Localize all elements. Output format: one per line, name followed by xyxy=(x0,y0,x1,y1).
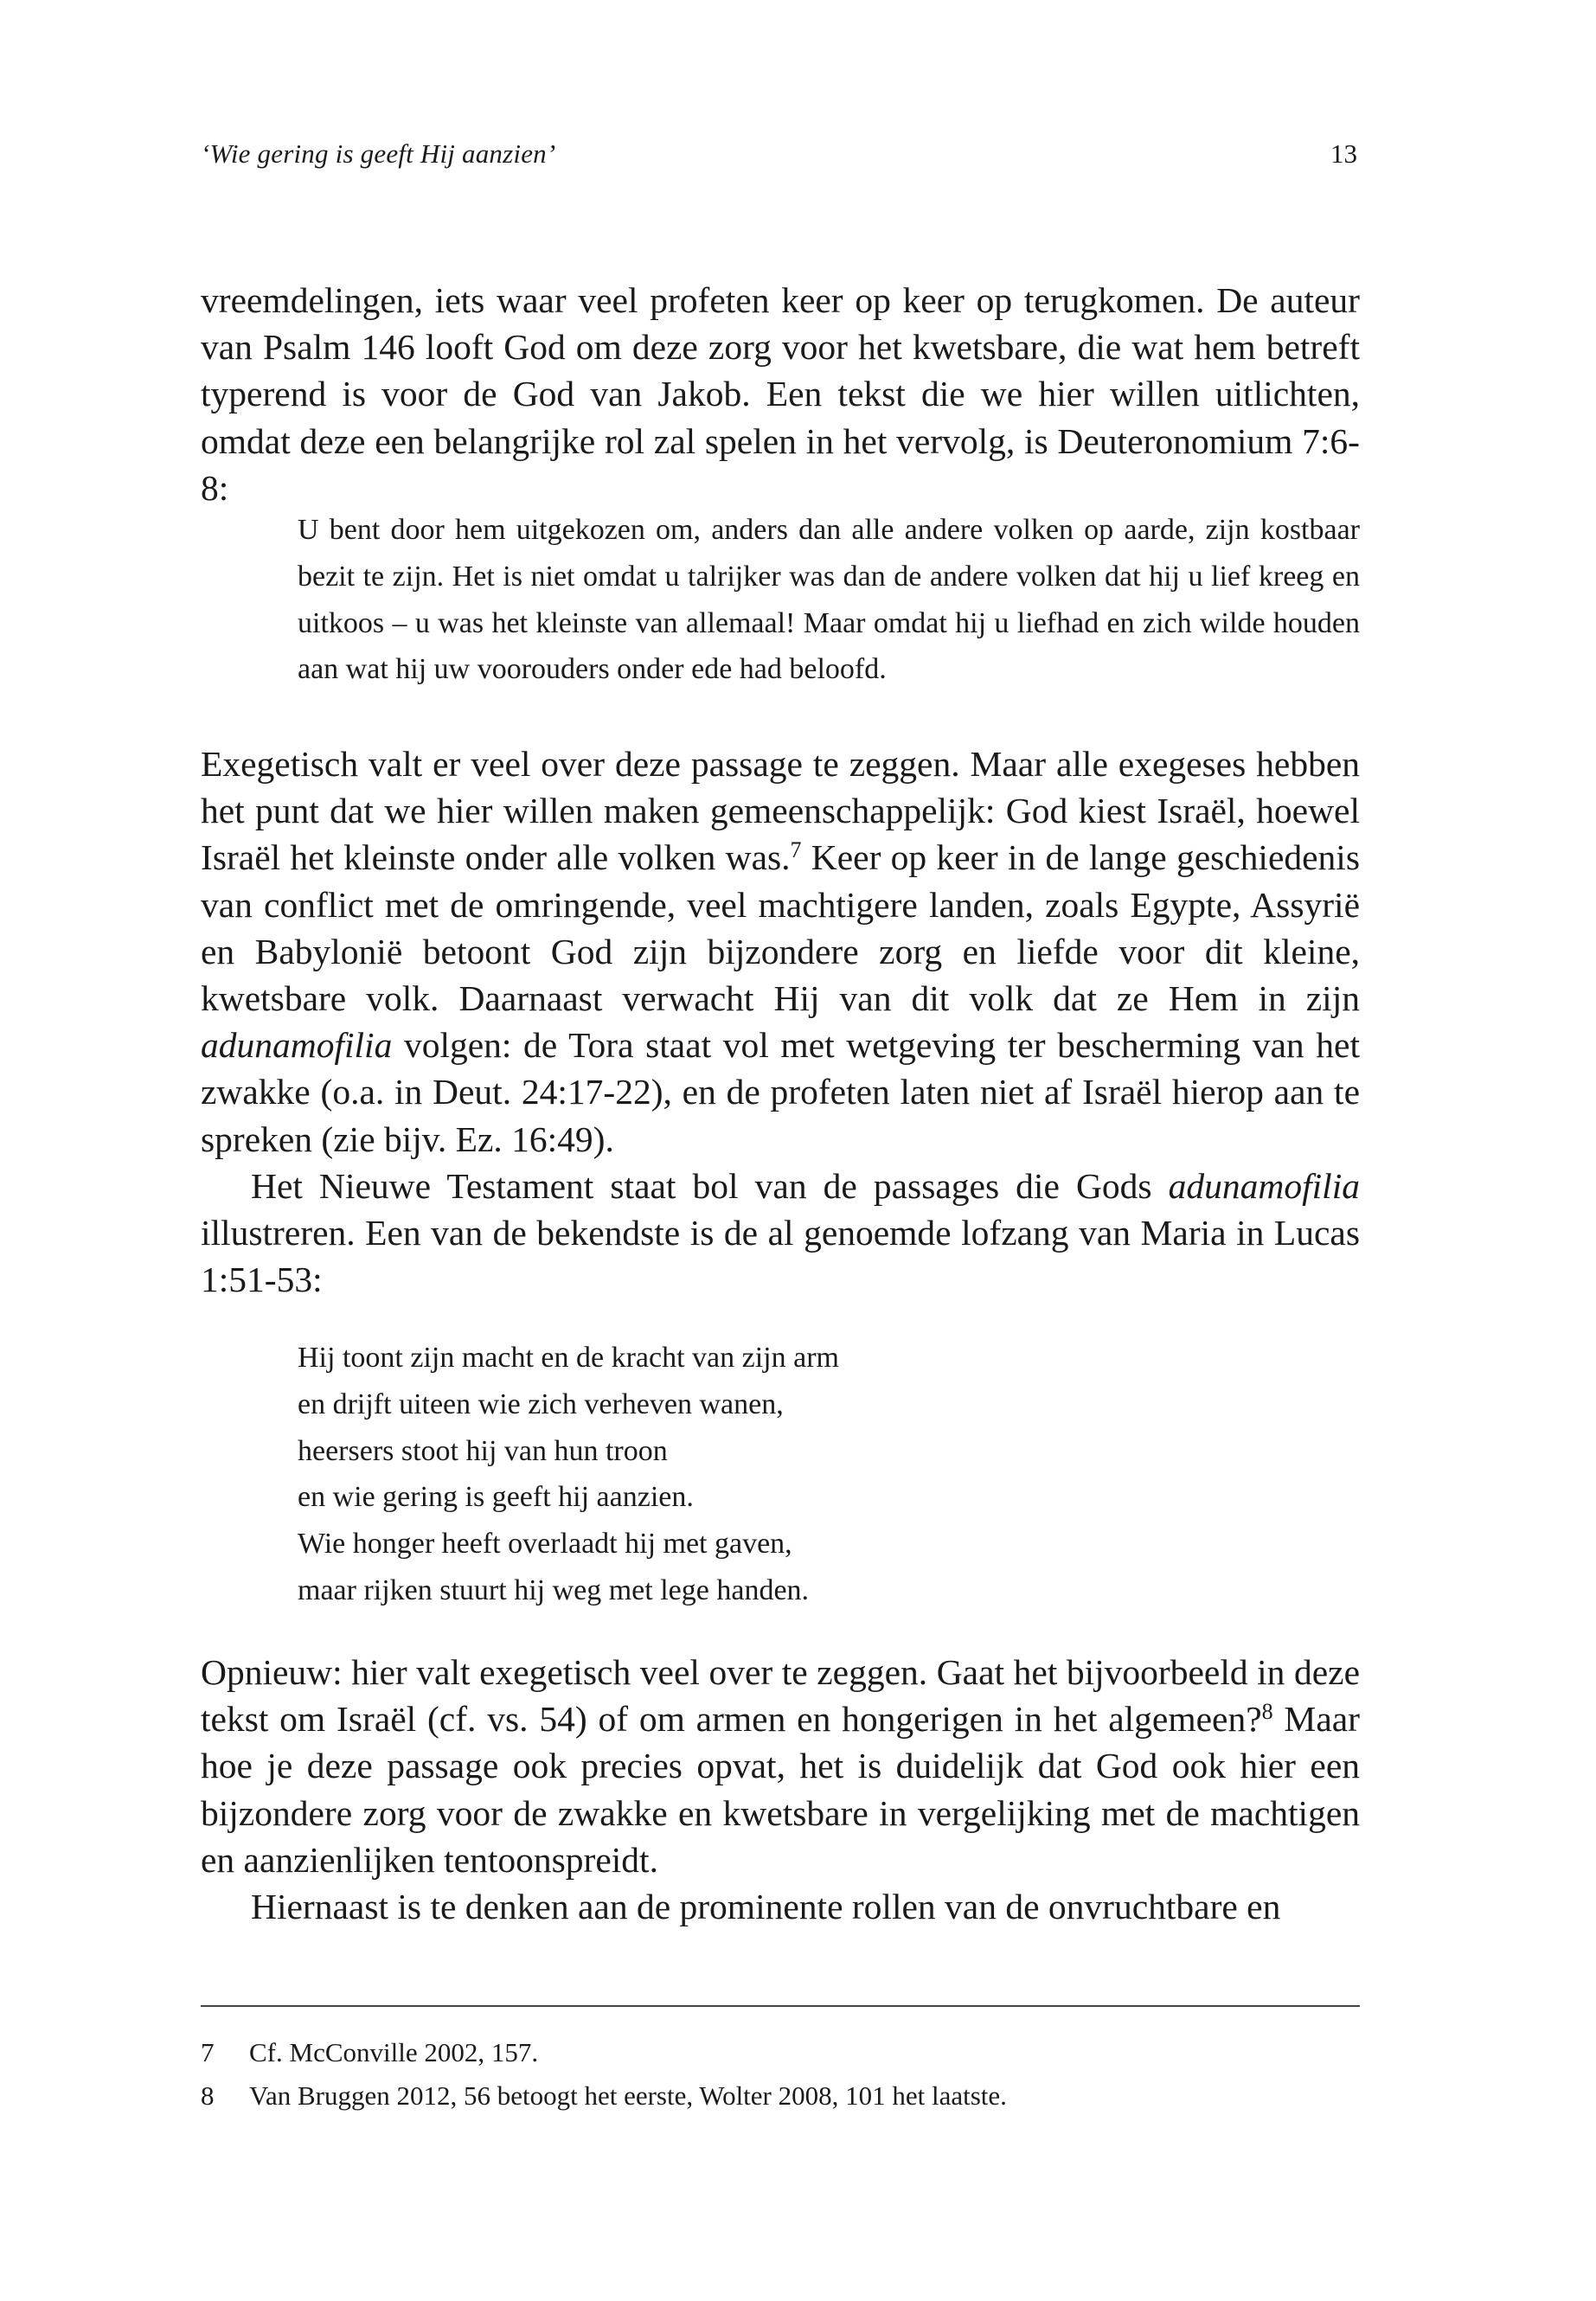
verse-line: en wie gering is geeft hij aanzien. xyxy=(298,1481,694,1514)
italic-term: adunamofilia xyxy=(201,1025,393,1066)
paragraph-continuation: vreemdelingen, iets waar veel profeten keer op keer op terugkomen. De auteur van Psalm 146 looft God om deze zorg voor het kwetsbare, die wat hem betreft typerend is voor de God van Jakob. Een tekst die we hier willen uitlichten, omdat deze een belangrijke rol zal spelen in het vervolg, is Deuteronomium 7:6-8: xyxy=(201,280,1360,508)
footnote-reference[interactable]: 8 xyxy=(1261,1699,1273,1725)
verse-line: Hij toont zijn macht en de kracht van zijn arm xyxy=(298,1342,839,1374)
paragraph-text: Keer op keer in de lange geschiedenis van conflict met de omringende, veel machtigere landen, zoals Egypte, Assyrië en Babylonië betoont God zijn bijzondere zorg en liefde voor dit kleine, kwetsbare volk. Daarnaast verwacht Hij van dit volk dat ze Hem in zijn xyxy=(201,837,1360,1019)
paragraph-text: Opnieuw: hier valt exegetisch veel over te zeggen. Gaat het bijvoorbeeld in deze tekst om Israël (cf. vs. 54) of om armen en hongerigen in het algemeen? xyxy=(201,1652,1360,1740)
footnote-text: Van Bruggen 2012, 56 betoogt het eerste, Wolter 2008, 101 het laatste. xyxy=(249,2080,1007,2111)
text-block-3 xyxy=(201,1649,1360,1930)
footnotes xyxy=(201,2031,1360,2118)
paragraph-opnieuw xyxy=(201,1649,1360,1883)
paragraph-text: volgen: de Tora staat vol met wetgeving ter bescherming van het zwakke (o.a. in Deut. 24:17-22), en de profeten laten niet af Israël hierop aan te spreken (zie bijv. Ez. 16:49). xyxy=(201,1025,1360,1159)
paragraph-text: Maar hoe je deze passage ook precies opvat, het is duidelijk dat God ook hier een bijzondere zorg voor de zwakke en kwetsbare in vergelijking met de machtigen en aanzienlijken tentoonspreidt. xyxy=(201,1699,1360,1880)
paragraph-hiernaast: Hiernaast is te denken aan de prominente rollen van de onvruchtbare en xyxy=(251,1887,1281,1927)
verse-line: Wie honger heeft overlaadt hij met gaven, xyxy=(298,1528,792,1561)
footnote-reference[interactable]: 7 xyxy=(790,837,802,863)
paragraph-nieuwe-testament xyxy=(201,1163,1360,1304)
footnote-item xyxy=(201,2031,1360,2074)
paragraph-text: Exegetisch valt er veel over deze passage te zeggen. Maar alle exegeses hebben het punt dat we hier willen maken gemeenschappelijk: God kiest Israël, hoewel Israël het kleinste onder alle volken was. xyxy=(201,744,1360,878)
verse-line: en drijft uiteen wie zich verheven wanen, xyxy=(298,1388,784,1420)
paragraph-text: Het Nieuwe Testament staat bol van de passages die Gods xyxy=(251,1165,1169,1206)
text-block-1 xyxy=(201,277,1360,511)
footnote-number: 8 xyxy=(201,2080,215,2111)
running-title: ‘Wie gering is geeft Hij aanzien’ xyxy=(201,138,556,169)
footnote-divider xyxy=(201,2005,1360,2007)
footnote-item xyxy=(201,2074,1360,2118)
block-quote-lucas xyxy=(298,1335,1360,1614)
footnote-number: 7 xyxy=(201,2037,215,2067)
page-number: 13 xyxy=(1330,138,1357,169)
block-quote-deuteronomium: U bent door hem uitgekozen om, anders dan alle andere volken op aarde, zijn kostbaar bezit te zijn. Het is niet omdat u talrijker was dan de andere volken dat hij u lief kreeg en uitkoos – u was het kleinste van allemaal! Maar omdat hij u liefhad en zich wilde houden aan wat hij uw voorouders onder ede had beloofd. xyxy=(298,514,1360,686)
paragraph-exegetisch xyxy=(201,740,1360,1163)
verse-line: maar rijken stuurt hij weg met lege handen. xyxy=(298,1574,810,1606)
verse-line: heersers stoot hij van hun troon xyxy=(298,1434,668,1467)
text-block-2 xyxy=(201,740,1360,1303)
paragraph-text: illustreren. Een van de bekendste is de al genoemde lofzang van Maria in Lucas 1:51-53: xyxy=(201,1213,1360,1300)
italic-term: adunamofilia xyxy=(1168,1165,1360,1206)
footnote-text: Cf. McConville 2002, 157. xyxy=(249,2037,539,2067)
